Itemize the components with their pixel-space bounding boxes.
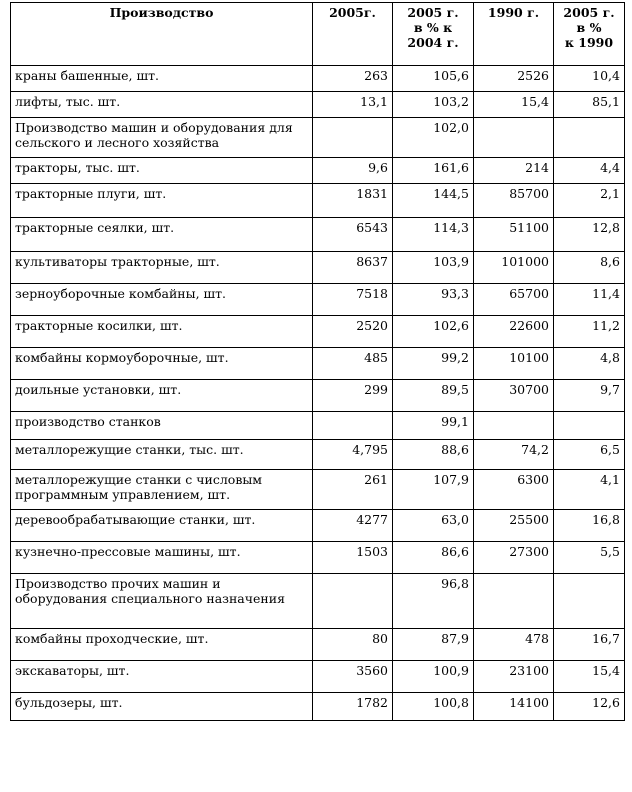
pct-2004-cell: 88,6 — [393, 440, 474, 470]
row-name-cell: деревообрабатывающие станки, шт. — [11, 510, 313, 542]
value-1990-cell: 25500 — [474, 510, 554, 542]
pct-2004-cell: 99,2 — [393, 348, 474, 380]
value-1990-cell: 51100 — [474, 218, 554, 252]
value-2005-cell: 9,6 — [313, 158, 393, 184]
value-2005-cell: 6543 — [313, 218, 393, 252]
pct-2004-cell: 89,5 — [393, 380, 474, 412]
table-row — [11, 440, 625, 470]
table-row — [11, 510, 625, 542]
pct-1990-cell: 9,7 — [554, 380, 625, 412]
pct-2004-cell: 100,9 — [393, 661, 474, 693]
header-line: в % к — [413, 20, 453, 35]
value-1990-cell: 478 — [474, 629, 554, 661]
row-name-cell: металлорежущие станки, тыс. шт. — [11, 440, 313, 470]
value-2005-cell — [313, 412, 393, 440]
pct-2004-cell: 99,1 — [393, 412, 474, 440]
value-2005-cell: 3560 — [313, 661, 393, 693]
value-2005-cell: 4,795 — [313, 440, 393, 470]
row-name-cell: тракторные плуги, шт. — [11, 184, 313, 218]
value-2005-cell: 4277 — [313, 510, 393, 542]
header-line: 2005 г. — [407, 5, 459, 20]
pct-2004-cell: 105,6 — [393, 66, 474, 92]
table-row — [11, 158, 625, 184]
pct-1990-cell — [554, 118, 625, 158]
pct-1990-cell: 12,8 — [554, 218, 625, 252]
table-row — [11, 92, 625, 118]
header-2005-pct-2004 — [393, 3, 474, 66]
row-name-cell: тракторные сеялки, шт. — [11, 218, 313, 252]
value-1990-cell: 22600 — [474, 316, 554, 348]
pct-2004-cell: 93,3 — [393, 284, 474, 316]
row-name-cell: комбайны кормоуборочные, шт. — [11, 348, 313, 380]
value-2005-cell: 80 — [313, 629, 393, 661]
pct-1990-cell: 8,6 — [554, 252, 625, 284]
pct-1990-cell: 4,8 — [554, 348, 625, 380]
pct-1990-cell: 6,5 — [554, 440, 625, 470]
table-row — [11, 66, 625, 92]
header-line: в % — [576, 20, 602, 35]
value-1990-cell: 2526 — [474, 66, 554, 92]
pct-1990-cell — [554, 412, 625, 440]
row-name-cell: тракторные косилки, шт. — [11, 316, 313, 348]
pct-2004-cell: 103,2 — [393, 92, 474, 118]
table-row — [11, 542, 625, 574]
table-row — [11, 316, 625, 348]
value-1990-cell — [474, 412, 554, 440]
value-1990-cell: 30700 — [474, 380, 554, 412]
row-name-cell: краны башенные, шт. — [11, 66, 313, 92]
value-1990-cell: 74,2 — [474, 440, 554, 470]
table-row — [11, 218, 625, 252]
value-2005-cell: 1831 — [313, 184, 393, 218]
value-1990-cell — [474, 118, 554, 158]
row-name-cell: лифты, тыс. шт. — [11, 92, 313, 118]
value-1990-cell: 27300 — [474, 542, 554, 574]
value-2005-cell: 8637 — [313, 252, 393, 284]
pct-1990-cell: 5,5 — [554, 542, 625, 574]
value-1990-cell: 10100 — [474, 348, 554, 380]
production-table-container — [10, 2, 624, 721]
row-name-cell: Производство машин и оборудования для сельского и лесного хозяйства — [11, 118, 313, 158]
table-row — [11, 470, 625, 510]
value-1990-cell: 65700 — [474, 284, 554, 316]
value-1990-cell: 214 — [474, 158, 554, 184]
pct-1990-cell: 4,1 — [554, 470, 625, 510]
value-2005-cell: 299 — [313, 380, 393, 412]
pct-1990-cell: 10,4 — [554, 66, 625, 92]
table-row — [11, 412, 625, 440]
pct-2004-cell: 86,6 — [393, 542, 474, 574]
value-2005-cell: 485 — [313, 348, 393, 380]
row-name-cell: бульдозеры, шт. — [11, 693, 313, 721]
pct-1990-cell: 15,4 — [554, 661, 625, 693]
pct-2004-cell: 63,0 — [393, 510, 474, 542]
table-row — [11, 348, 625, 380]
value-1990-cell: 101000 — [474, 252, 554, 284]
pct-1990-cell: 85,1 — [554, 92, 625, 118]
pct-2004-cell: 100,8 — [393, 693, 474, 721]
table-row — [11, 252, 625, 284]
value-1990-cell: 85700 — [474, 184, 554, 218]
header-2005-pct-1990 — [554, 3, 625, 66]
header-1990: 1990 г. — [474, 3, 554, 66]
header-line: 2005 г. — [563, 5, 615, 20]
row-name-cell: зерноуборочные комбайны, шт. — [11, 284, 313, 316]
value-1990-cell — [474, 574, 554, 629]
pct-1990-cell: 4,4 — [554, 158, 625, 184]
table-row — [11, 184, 625, 218]
value-1990-cell: 23100 — [474, 661, 554, 693]
header-line: к 1990 — [564, 35, 614, 50]
header-production: Производство — [11, 3, 313, 66]
pct-1990-cell: 11,2 — [554, 316, 625, 348]
row-name-cell: металлорежущие станки с числовым программным управлением, шт. — [11, 470, 313, 510]
value-2005-cell: 263 — [313, 66, 393, 92]
value-2005-cell — [313, 118, 393, 158]
value-2005-cell: 7518 — [313, 284, 393, 316]
row-name-cell: комбайны проходческие, шт. — [11, 629, 313, 661]
table-row — [11, 574, 625, 629]
pct-1990-cell: 16,8 — [554, 510, 625, 542]
production-table — [10, 2, 625, 721]
pct-2004-cell: 103,9 — [393, 252, 474, 284]
table-row — [11, 284, 625, 316]
table-row — [11, 629, 625, 661]
pct-2004-cell: 87,9 — [393, 629, 474, 661]
table-row — [11, 693, 625, 721]
table-row — [11, 380, 625, 412]
value-2005-cell — [313, 574, 393, 629]
pct-2004-cell: 96,8 — [393, 574, 474, 629]
row-name-cell: Производство прочих машин и оборудования специального назначения — [11, 574, 313, 629]
header-2005: 2005г. — [313, 3, 393, 66]
pct-1990-cell — [554, 574, 625, 629]
row-name-cell: тракторы, тыс. шт. — [11, 158, 313, 184]
row-name-cell: кузнечно-прессовые машины, шт. — [11, 542, 313, 574]
value-2005-cell: 1503 — [313, 542, 393, 574]
value-2005-cell: 2520 — [313, 316, 393, 348]
value-2005-cell: 1782 — [313, 693, 393, 721]
pct-1990-cell: 11,4 — [554, 284, 625, 316]
table-header — [11, 3, 625, 66]
value-1990-cell: 6300 — [474, 470, 554, 510]
row-name-cell: производство станков — [11, 412, 313, 440]
row-name-cell: культиваторы тракторные, шт. — [11, 252, 313, 284]
pct-2004-cell: 107,9 — [393, 470, 474, 510]
table-row — [11, 118, 625, 158]
value-1990-cell: 15,4 — [474, 92, 554, 118]
header-line: 2004 г. — [407, 35, 459, 50]
header-row — [11, 3, 625, 66]
value-2005-cell: 261 — [313, 470, 393, 510]
pct-1990-cell: 12,6 — [554, 693, 625, 721]
value-2005-cell: 13,1 — [313, 92, 393, 118]
pct-2004-cell: 102,6 — [393, 316, 474, 348]
table-body — [11, 66, 625, 721]
value-1990-cell: 14100 — [474, 693, 554, 721]
pct-2004-cell: 144,5 — [393, 184, 474, 218]
pct-1990-cell: 2,1 — [554, 184, 625, 218]
row-name-cell: экскаваторы, шт. — [11, 661, 313, 693]
row-name-cell: доильные установки, шт. — [11, 380, 313, 412]
pct-2004-cell: 161,6 — [393, 158, 474, 184]
pct-1990-cell: 16,7 — [554, 629, 625, 661]
pct-2004-cell: 102,0 — [393, 118, 474, 158]
pct-2004-cell: 114,3 — [393, 218, 474, 252]
table-row — [11, 661, 625, 693]
